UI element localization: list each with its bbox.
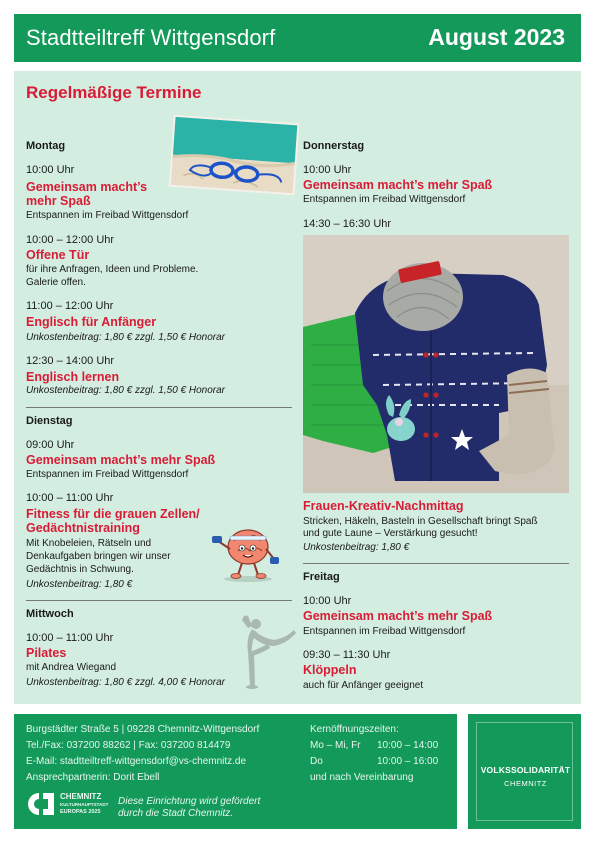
tuesday-e2-desc-3: Gedächtnis in Schwung. xyxy=(26,564,134,575)
knitting-photo xyxy=(303,235,569,493)
divider xyxy=(26,407,292,408)
day-thursday: Donnerstag xyxy=(303,140,365,152)
tuesday-e1-desc: Entspannen im Freibad Wittgensdorf xyxy=(26,469,189,480)
thursday-e2-title: Frauen-Kreativ-Nachmittag xyxy=(303,499,464,513)
goggles-image xyxy=(165,115,302,197)
friday-e2-time: 09:30 – 11:30 Uhr xyxy=(303,649,391,661)
hours-title: Kernöffnungszeiten: xyxy=(310,724,399,735)
logo-frame xyxy=(476,722,573,821)
monday-e4-cost: Unkostenbeitrag: 1,80 € zzgl. 1,50 € Honorar xyxy=(26,385,226,396)
tuesday-e1-title: Gemeinsam macht’s mehr Spaß xyxy=(26,453,216,467)
footer-contact-person: Ansprechpartnerin: Dorit Ebell xyxy=(26,772,160,783)
hours-row-3: und nach Vereinbarung xyxy=(310,772,414,783)
brain-character-icon xyxy=(208,523,280,583)
thursday-e2-cost: Unkostenbeitrag: 1,80 € xyxy=(303,542,410,553)
monday-e2-title: Offene Tür xyxy=(26,248,90,262)
divider xyxy=(303,563,569,564)
tuesday-e2-desc-2: Denkaufgaben bringen wir unser xyxy=(26,551,171,562)
funding-note: Diese Einrichtung wird gefördert xyxy=(118,796,261,807)
footer-address: Burgstädter Straße 5 | 09228 Chemnitz-Wittgensdorf xyxy=(26,724,260,735)
hours-row-1-days: Mo – Mi, Fr xyxy=(310,740,361,751)
logo-city: CHEMNITZ xyxy=(504,779,547,788)
monday-e4-time: 12:30 – 14:00 Uhr xyxy=(26,355,115,367)
divider xyxy=(26,600,292,601)
chemnitz-logo-sub1: KULTURHAUPTSTADT xyxy=(60,802,109,807)
tuesday-e2-desc: Mit Knobeleien, Rätseln und xyxy=(26,538,152,549)
friday-e1-desc: Entspannen im Freibad Wittgensdorf xyxy=(303,626,466,637)
footer-email-link[interactable]: E-Mail: stadtteiltreff-wittgensdorf@vs-chemnitz.de xyxy=(26,756,247,767)
section-title: Regelmäßige Termine xyxy=(26,83,202,102)
tuesday-e2-cost: Unkostenbeitrag: 1,80 € xyxy=(26,579,133,590)
friday-e2-desc: auch für Anfänger geeignet xyxy=(303,680,424,691)
monday-e3-cost: Unkostenbeitrag: 1,80 € zzgl. 1,50 € Honorar xyxy=(26,332,226,343)
monday-e4-title: Englisch lernen xyxy=(26,370,120,384)
header-title: Stadtteiltreff Wittgensdorf xyxy=(26,25,276,50)
friday-e1-title: Gemeinsam macht’s mehr Spaß xyxy=(303,609,493,623)
wednesday-e1-title: Pilates xyxy=(26,646,67,660)
tuesday-e1-time: 09:00 Uhr xyxy=(26,439,75,451)
wednesday-e1-desc: mit Andrea Wiegand xyxy=(26,662,117,673)
monday-e2-desc: für ihre Anfragen, Ideen und Probleme. xyxy=(26,264,199,275)
footer-contact xyxy=(14,714,457,829)
day-tuesday: Dienstag xyxy=(26,415,73,427)
thursday-e1-title: Gemeinsam macht’s mehr Spaß xyxy=(303,178,493,192)
thursday-e2-desc-cont: und gute Laune – Verstärkung gesucht! xyxy=(303,528,478,539)
monday-e1-title: Gemeinsam macht’s xyxy=(26,180,148,194)
thursday-e2-desc: Stricken, Häkeln, Basteln in Gesellschaft bringt Spaß xyxy=(303,516,538,527)
logo-name: VOLKSSOLIDARITÄT xyxy=(480,765,571,775)
monday-e1-title-cont: mehr Spaß xyxy=(26,194,91,208)
chemnitz-logo-name: CHEMNITZ xyxy=(60,792,102,801)
thursday-e1-desc: Entspannen im Freibad Wittgensdorf xyxy=(303,194,466,205)
pilates-figure-icon xyxy=(234,612,300,690)
wednesday-e1-cost: Unkostenbeitrag: 1,80 € zzgl. 4,00 € Honorar xyxy=(26,677,226,688)
header-month: August 2023 xyxy=(428,24,565,50)
tuesday-e2-title-cont: Gedächtnistraining xyxy=(26,521,140,535)
hours-row-1-time: 10:00 – 14:00 xyxy=(377,740,439,751)
monday-e2-time: 10:00 – 12:00 Uhr xyxy=(26,234,115,246)
monday-e3-title: Englisch für Anfänger xyxy=(26,315,157,329)
thursday-e1-time: 10:00 Uhr xyxy=(303,164,352,176)
header-bar xyxy=(14,14,581,62)
chemnitz-logo-sub2: EUROPAS 2025 xyxy=(60,809,101,815)
chemnitz-logo-icon xyxy=(26,791,56,817)
day-friday: Freitag xyxy=(303,571,340,583)
thursday-e2-time: 14:30 – 16:30 Uhr xyxy=(303,218,392,230)
monday-e1-desc: Entspannen im Freibad Wittgensdorf xyxy=(26,210,189,221)
friday-e2-title: Klöppeln xyxy=(303,663,357,677)
hours-row-2-days: Do xyxy=(310,756,323,767)
footer-phone: Tel./Fax: 037200 88262 | Fax: 037200 814479 xyxy=(26,740,231,751)
wednesday-e1-time: 10:00 – 11:00 Uhr xyxy=(26,632,114,644)
tuesday-e2-time: 10:00 – 11:00 Uhr xyxy=(26,492,114,504)
volkssolidaritaet-logo xyxy=(468,714,581,829)
monday-e1-time: 10:00 Uhr xyxy=(26,164,75,176)
day-wednesday: Mittwoch xyxy=(26,608,74,620)
tuesday-e2-title: Fitness für die grauen Zellen/ xyxy=(26,507,200,521)
day-monday: Montag xyxy=(26,140,66,152)
funding-note-cont: durch die Stadt Chemnitz. xyxy=(118,808,234,819)
monday-e3-time: 11:00 – 12:00 Uhr xyxy=(26,300,114,312)
monday-e2-desc-cont: Galerie offen. xyxy=(26,277,86,288)
hours-row-2-time: 10:00 – 16:00 xyxy=(377,756,439,767)
friday-e1-time: 10:00 Uhr xyxy=(303,595,352,607)
